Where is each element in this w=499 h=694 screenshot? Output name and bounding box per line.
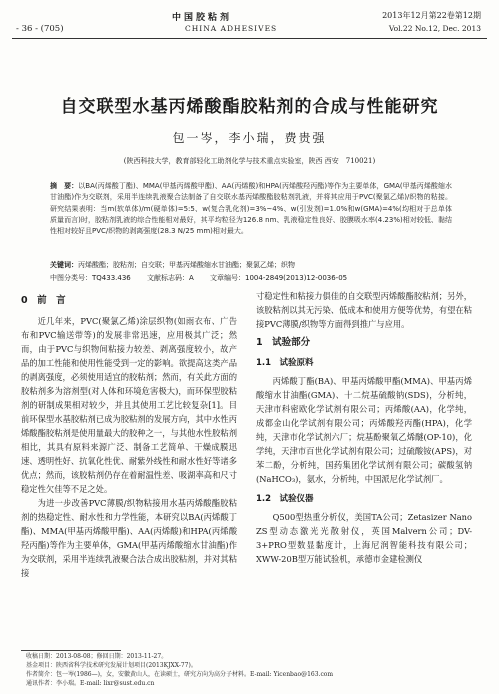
footnote-author-bio: 作者简介：包一岑(1986—)，女，安徽黄山人，在读硕士，研究方向为高分子材料。E-mail: Yicenbao@163.com xyxy=(26,671,334,678)
article-number: 文章编号：1004-2849(2013)12-0036-05 xyxy=(210,274,348,282)
subsection-heading-materials: 1.1 试验原料 xyxy=(256,358,314,368)
right-column xyxy=(256,289,472,566)
body-paragraph: 近几年来，PVC(聚氯乙烯)涂层织物(如雨衣布、广告布和PVC输送带等)的发展非常迅速，应用极其广泛；然而，由于PVC与织物间粘接力较差、剥离强度较小，故产品的加工性能和使用性能受到一定的影响。欲提高这类产品的剥离强度，必须使用适宜的胶粘剂；然而，有关此方面的胶粘剂多为溶剂型(对人体和环境危害极大)，而环保型胶粘剂的研制成果相对较少，并且其使用工艺比较复杂[1]。目前环保型水基胶粘剂已成为胶粘剂的发展方向，其中水性丙烯酸酯胶粘剂是使用量最大的胶种之一，与其他水性胶粘剂相比，其具有原料来源广泛、制备工艺简单、干燥成膜迅速、透明性好、抗氧化性优、耐紫外线性和耐水性好等诸多优点；然而，该胶粘剂仍存在着耐温性差、吸湖率高和尺寸稳定性欠佳等不足之处。 xyxy=(21,316,237,494)
paper-authors: 包一岑，李小瑞，费贵强 xyxy=(172,131,327,145)
footnote-fund: 基金项目：陕西省科学技术研究发展计划项目(2013KJXX-77)。 xyxy=(26,662,197,669)
classification-line xyxy=(50,273,470,283)
abstract-text: 以BA(丙烯酸丁酯)、MMA(甲基丙烯酸甲酯)、AA(丙烯酸)和HPA(丙烯酸羟丙酯)等作为主要单体，GMA(甲基丙烯酸缩水甘油酯)作为交联剂，采用半连续乳液聚合法制备了自交联水基丙烯酸酯胶粘剂乳液，并将其应用于PVC(聚氯乙烯)/织物的粘接。研究结果表明：当m(软单体)/m(硬单体)=5:5、w(复合乳化剂)=3%~4%、w(引发剂)=1.0%和w(GMA)=4%(均相对于总单体质量而言)时，胶粘剂乳液的综合性能相对最好，其平均粒径为126.8 nm、乳液稳定性良好、胶膜吸水率(4.23%)相对较低、黏结性相对较好且PVC/织物的剥离强度(28.3 N/25 mm)相对最大。 xyxy=(50,182,453,236)
clc-number: 中图分类号：TQ433.436 xyxy=(50,274,131,282)
section-heading-preface: 0 前 言 xyxy=(21,295,66,306)
paper-title: 自交联型水基丙烯酸酯胶粘剂的合成与性能研究 xyxy=(60,97,439,117)
author-affiliation: (陕西科技大学，教育部轻化工助剂化学与技术重点实验室，陕西 西安 710021) xyxy=(123,157,376,165)
header-rule xyxy=(12,38,487,39)
abstract xyxy=(50,181,452,237)
page-header xyxy=(12,10,487,40)
issue-info-en: Vol.22 No.12, Dec. 2013 xyxy=(388,24,481,33)
body-paragraph: 寸稳定性和粘接力俱佳的自交联型丙烯酸酯胶粘剂；另外，该胶粘剂以其无污染、低成本和使用方便等优势，有望在粘接PVC薄膜/织物等方面得到推广与应用。 xyxy=(256,291,472,329)
footnote-corresponding: 通讯作者：李小瑞。E-mail: lixr@sust.edu.cn xyxy=(26,680,155,687)
section-heading-experimental: 1 试验部分 xyxy=(256,337,311,348)
keywords xyxy=(50,260,460,270)
subsection-heading-instruments: 1.2 试验仪器 xyxy=(256,494,314,504)
issue-info-cn: 2013年12月第22卷第12期 xyxy=(382,11,481,20)
footnote-received: 收稿日期：2013-08-08；修回日期：2013-11-27。 xyxy=(26,653,168,660)
body-paragraph: 丙烯酸丁酯(BA)、甲基丙烯酸甲酯(MMA)、甲基丙烯酸缩水甘油酯(GMA)、十二烷基硫酸钠(SDS)，分析纯，天津市科密欧化学试剂有限公司；丙烯酸(AA)，化学纯，成都金山化学试剂有限公司；丙烯酸羟丙酯(HPA)，化学纯，天津市化学试剂六厂；烷基酚聚氧乙烯醚(OP-10)，化学纯，天津市百世化学试剂有限公司；过硫酸铵(APS)，对苯二酚，分析纯，国药集团化学试剂有限公司；碳酸氢钠(NaHCO₃)，氨水，分析纯，中国派尼化学试剂厂。 xyxy=(256,376,472,484)
footnote-rule xyxy=(21,650,121,651)
document-code: 文献标志码：A xyxy=(146,274,194,282)
journal-title-cn: 中国胶粘剂 xyxy=(172,13,233,23)
page-number: - 36 - (705) xyxy=(16,24,64,34)
keywords-label: 关键词： xyxy=(50,261,78,269)
journal-title-en: CHINA ADHESIVES xyxy=(185,24,278,33)
body-paragraph: Q500型热重分析仪，美国TA公司；Zetasizer Nano ZS型动态激光光散射仪，英国Malvern公司；DV-3+PRO型数显黏度计，上海尼润智能科技有限公司；XWW-20B型万能试验机，承德市金建检测仪 xyxy=(256,512,472,564)
left-column xyxy=(21,289,237,580)
abstract-label: 摘 要： xyxy=(50,182,79,190)
body-paragraph: 为进一步改善PVC薄膜/织物粘接用水基丙烯酸酯胶粘剂的热稳定性、耐水性和力学性能，本研究以BA(丙烯酸丁酯)、MMA(甲基丙烯酸甲酯)、AA(丙烯酸)和HPA(丙烯酸羟丙酯)等作为主要单体，GMA(甲基丙烯酸缩水甘油酯)作为交联剂，采用半连续乳液聚合法合成出胶粘剂，并对其粘接 xyxy=(21,498,237,578)
keywords-text: 丙烯酸酯；胶粘剂；自交联；甲基丙烯酸缩水甘油酯；聚氯乙烯；织物 xyxy=(78,261,295,269)
